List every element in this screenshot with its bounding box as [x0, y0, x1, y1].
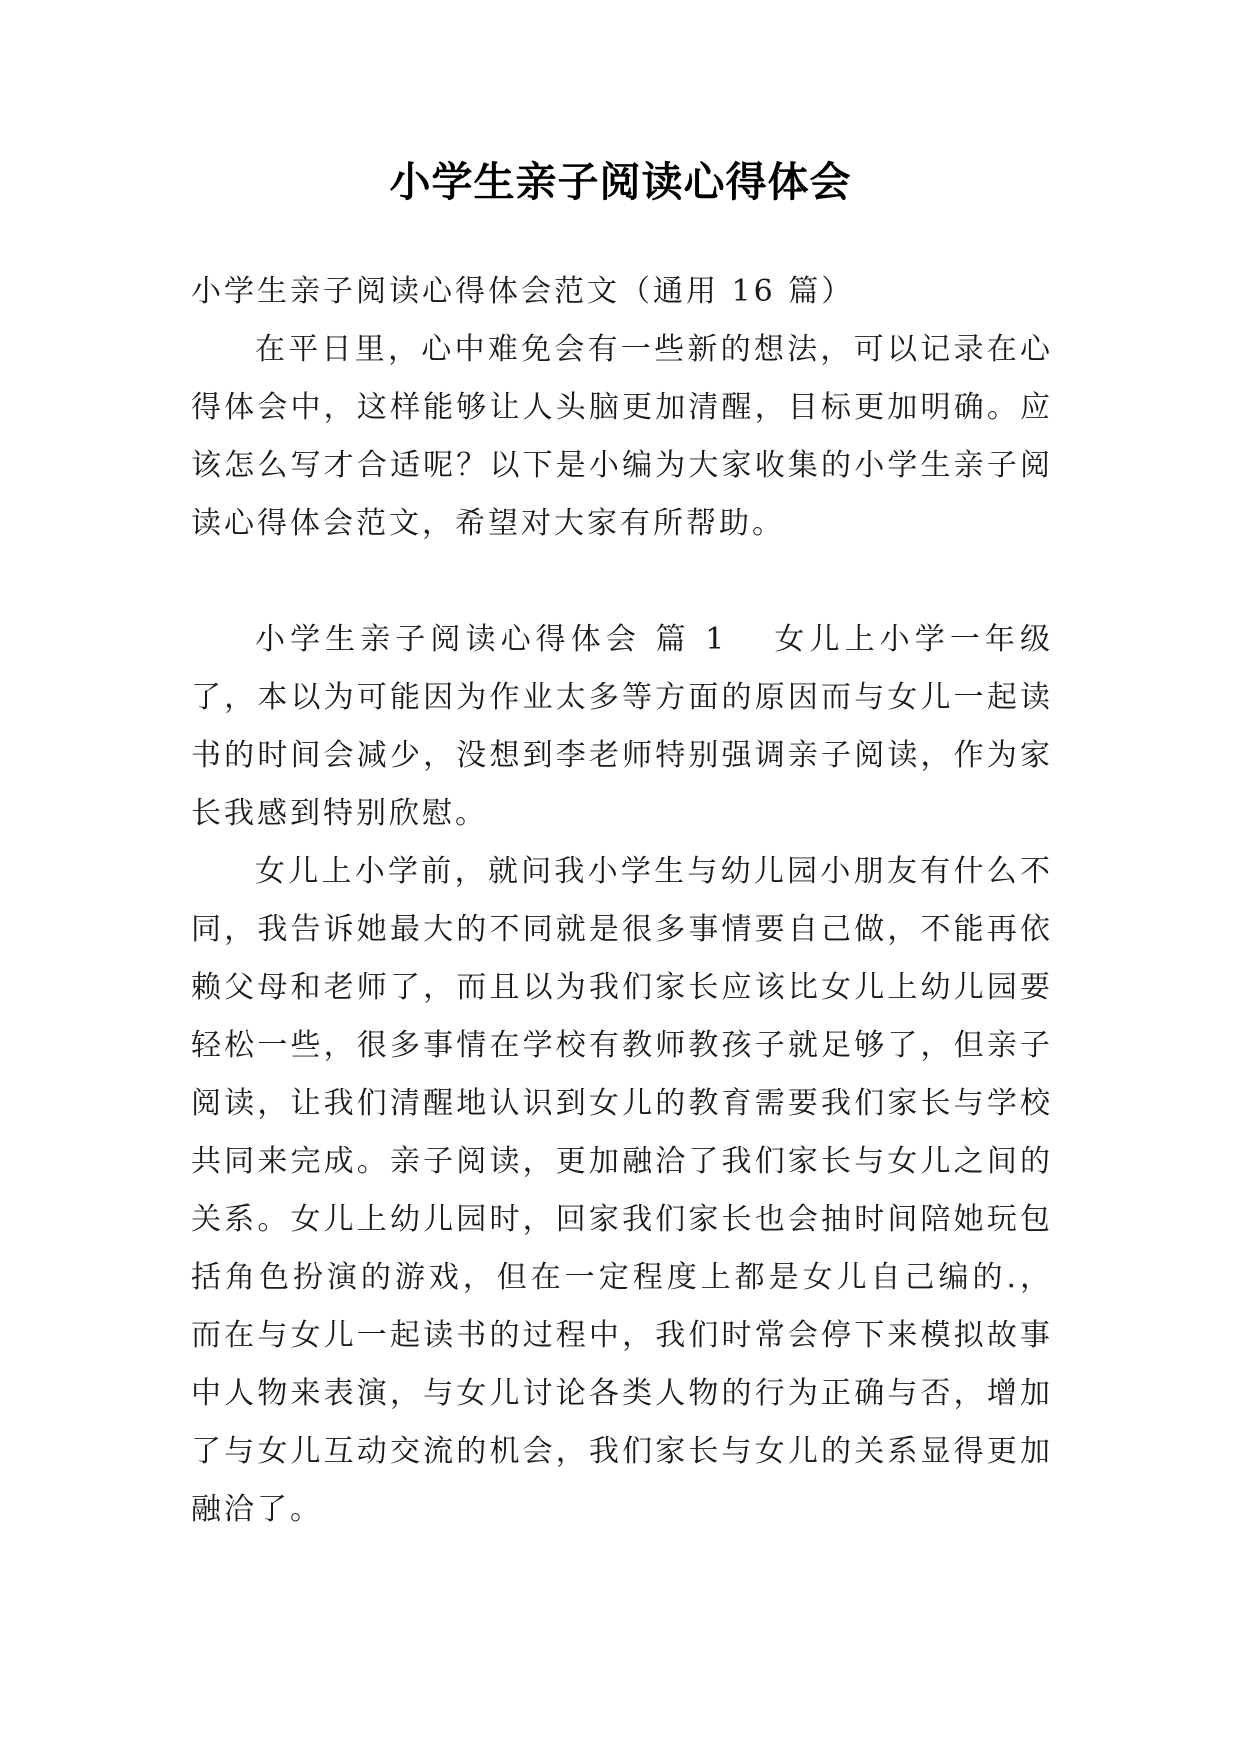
section-1-paragraph-2: 女儿上小学前，就问我小学生与幼儿园小朋友有什么不同，我告诉她最大的不同就是很多事情要自己做，不能再依赖父母和老师了，而且以为我们家长应该比女儿上幼儿园要轻松一些，很多事情在学校有教师教孩子就足够了，但亲子阅读，让我们清醒地认识到女儿的教育需要我们家长与学校共同来完成。亲子阅读，更加融洽了我们家长与女儿之间的关系。女儿上幼儿园时，回家我们家长也会抽时间陪她玩包括角色扮演的游戏，但在一定程度上都是女儿自己编的.，而在与女儿一起读书的过程中，我们时常会停下来模拟故事中人物来表演，与女儿讨论各类人物的行为正确与否，增加了与女儿互动交流的机会，我们家长与女儿的关系显得更加融洽了。	[191, 854, 1053, 1527]
intro-paragraph: 在平日里，心中难免会有一些新的想法，可以记录在心得体会中，这样能够让人头脑更加清醒，目标更加明确。应该怎么写才合适呢？以下是小编为大家收集的小学生亲子阅读心得体会范文，希望对大家有所帮助。	[191, 332, 1053, 541]
section-1-heading: 小学生亲子阅读心得体会 篇 1	[255, 622, 728, 657]
document-body	[191, 263, 1053, 1539]
section-1-paragraph	[191, 611, 1053, 843]
section-1-lead-text: 女儿上小学一年级了，本以为可能因为作业太多等方面的原因而与女儿一起读书的时间会减少，没想到李老师特别强调亲子阅读，作为家长我感到特别欣慰。	[191, 622, 1053, 831]
document-subtitle: 小学生亲子阅读心得体会范文（通用 16 篇）	[191, 274, 855, 309]
document-title: 小学生亲子阅读心得体会	[389, 158, 852, 206]
